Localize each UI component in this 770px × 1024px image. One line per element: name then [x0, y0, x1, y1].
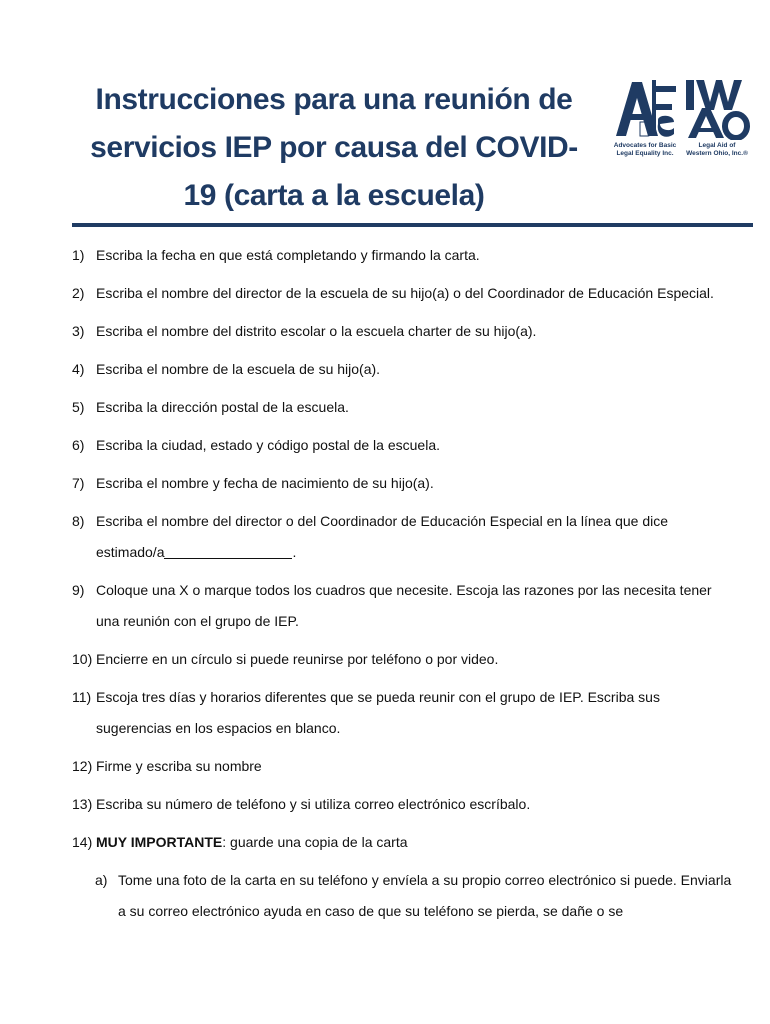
organization-logos	[612, 78, 754, 162]
item-text: Escriba el nombre del distrito escolar o la escuela charter de su hijo(a).	[96, 323, 537, 339]
list-item	[72, 468, 732, 499]
item-number: 12)	[72, 758, 93, 774]
list-item	[72, 789, 732, 820]
list-item	[72, 392, 732, 423]
item-number: 11)	[72, 689, 92, 705]
title-line-2: servicios IEP por causa del COVID-	[90, 131, 578, 164]
sub-item-text: Tome una foto de la carta en su teléfono y envíela a su propio correo electrónico si puede. Enviarla a su correo electrónico ayuda en caso de que su teléfono se pierda, se dañe o se	[118, 872, 732, 919]
item-text: Firme y escriba su nombre	[96, 758, 262, 774]
item-number: 2)	[72, 285, 85, 301]
lawo-logo-mark	[684, 78, 750, 140]
list-item	[72, 278, 732, 309]
item-text: : guarde una copia de la carta	[222, 834, 408, 850]
item-number: 13)	[72, 796, 93, 812]
list-item	[72, 827, 732, 858]
list-item	[72, 354, 732, 385]
item-text: Escriba el nombre del director o del Coordinador de Educación Especial en la línea que dice estimado/a	[96, 513, 669, 560]
item-number: 7)	[72, 475, 85, 491]
fill-in-blank	[164, 544, 292, 559]
instruction-list	[72, 240, 732, 927]
item-number: 1)	[72, 247, 85, 263]
list-item	[72, 751, 732, 782]
able-logo-caption: Advocates for Basic Legal Equality Inc.	[613, 142, 677, 157]
sub-item-letter: a)	[95, 872, 108, 888]
list-item	[72, 430, 732, 461]
lawo-logo	[684, 78, 750, 157]
item-text: Escriba la dirección postal de la escuela.	[96, 399, 349, 415]
title-line-1: Instrucciones para una reunión de	[95, 83, 573, 116]
item-emphasis: MUY IMPORTANTE	[96, 834, 223, 850]
item-text: Escriba el nombre de la escuela de su hijo(a).	[96, 361, 381, 377]
item-number: 9)	[72, 582, 85, 598]
item-number: 6)	[72, 437, 85, 453]
title-divider	[72, 223, 753, 227]
list-item	[72, 506, 732, 568]
item-number: 14)	[72, 834, 93, 850]
list-item	[72, 575, 732, 637]
able-logo-mark	[612, 78, 678, 140]
list-item	[72, 682, 732, 744]
item-number: 8)	[72, 513, 85, 529]
item-text: Escoja tres días y horarios diferentes que se pueda reunir con el grupo de IEP. Escriba sus sugerencias en los espacios en blanco.	[96, 689, 660, 736]
item-number: 4)	[72, 361, 85, 377]
item-text: Escriba el nombre del director de la escuela de su hijo(a) o del Coordinador de Educación Especial.	[96, 285, 714, 301]
sub-list-item	[72, 865, 732, 927]
item-text: Escriba el nombre y fecha de nacimiento de su hijo(a).	[96, 475, 434, 491]
item-text: Escriba su número de teléfono y si utiliza correo electrónico escríbalo.	[96, 796, 531, 812]
item-text: Escriba la ciudad, estado y código postal de la escuela.	[96, 437, 440, 453]
list-item	[72, 644, 732, 675]
item-number: 3)	[72, 323, 85, 339]
lawo-logo-caption: Legal Aid of Western Ohio, Inc.®	[686, 142, 748, 157]
title-line-3: 19 (carta a la escuela)	[183, 179, 485, 212]
list-item	[72, 316, 732, 347]
item-text: Escriba la fecha en que está completando y firmando la carta.	[96, 247, 480, 263]
item-text: Encierre en un círculo si puede reunirse por teléfono o por video.	[96, 651, 499, 667]
item-tail: .	[292, 544, 297, 560]
item-text: Coloque una X o marque todos los cuadros que necesite. Escoja las razones por las necesita tener una reunión con el grupo de IEP.	[96, 582, 712, 629]
able-logo	[612, 78, 678, 157]
item-number: 10)	[72, 651, 93, 667]
item-number: 5)	[72, 399, 85, 415]
list-item	[72, 240, 732, 271]
document-title	[74, 76, 594, 220]
